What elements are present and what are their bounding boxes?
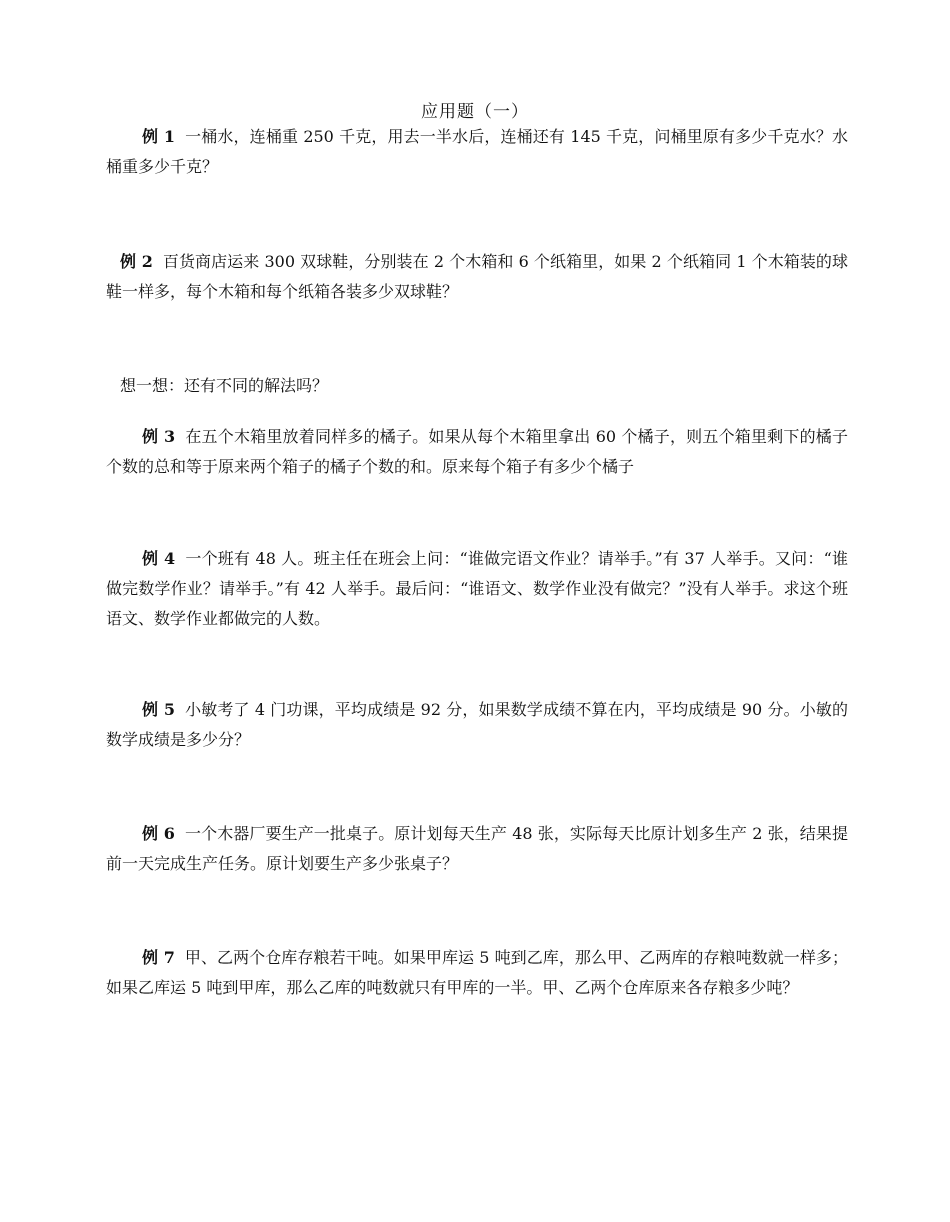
example-1-text: 一桶水，连桶重 250 千克，用去一半水后，连桶还有 145 千克，问桶里原有多少千克水？水桶重多少千克？ — [106, 127, 848, 176]
example-6 — [106, 819, 848, 879]
example-5 — [106, 695, 848, 755]
think-prompt-text: 想一想：还有不同的解法吗？ — [120, 376, 329, 395]
example-3-label: 例 3 — [142, 427, 176, 446]
example-4-label: 例 4 — [142, 549, 176, 568]
example-4 — [106, 544, 848, 634]
example-4-text: 一个班有 48 人。班主任在班会上问：“谁做完语文作业？请举手。”有 37 人举手。又问：“谁做完数学作业？请举手。”有 42 人举手。最后问：“谁语文、数学作业没有做完？”没有人举手。求这个班语文、数学作业都做完的人数。 — [106, 549, 848, 628]
example-5-text: 小敏考了 4 门功课，平均成绩是 92 分，如果数学成绩不算在内，平均成绩是 90 分。小敏的数学成绩是多少分？ — [106, 700, 848, 749]
example-6-label: 例 6 — [142, 824, 175, 843]
example-5-label: 例 5 — [142, 700, 175, 719]
example-2-label: 例 2 — [120, 252, 153, 271]
example-7-label: 例 7 — [142, 948, 175, 967]
example-1-label: 例 1 — [142, 127, 175, 146]
example-6-text: 一个木器厂要生产一批桌子。原计划每天生产 48 张，实际每天比原计划多生产 2 张，结果提前一天完成生产任务。原计划要生产多少张桌子？ — [106, 824, 848, 873]
example-7-text: 甲、乙两个仓库存粮若干吨。如果甲库运 5 吨到乙库，那么甲、乙两库的存粮吨数就一样多；如果乙库运 5 吨到甲库，那么乙库的吨数就只有甲库的一半。甲、乙两个仓库原来各存粮多少吨？ — [106, 948, 848, 997]
example-2-text: 百货商店运来 300 双球鞋，分别装在 2 个木箱和 6 个纸箱里，如果 2 个纸箱同 1 个木箱装的球鞋一样多，每个木箱和每个纸箱各装多少双球鞋？ — [106, 252, 848, 301]
document-title: 应用题（一） — [421, 102, 529, 122]
example-2 — [106, 247, 848, 307]
think-prompt — [106, 371, 848, 401]
example-3 — [106, 422, 848, 482]
example-7 — [106, 943, 848, 1003]
example-3-text: 在五个木箱里放着同样多的橘子。如果从每个木箱里拿出 60 个橘子，则五个箱里剩下的橘子个数的总和等于原来两个箱子的橘子个数的和。原来每个箱子有多少个橘子 — [106, 427, 848, 476]
example-1 — [106, 122, 848, 182]
